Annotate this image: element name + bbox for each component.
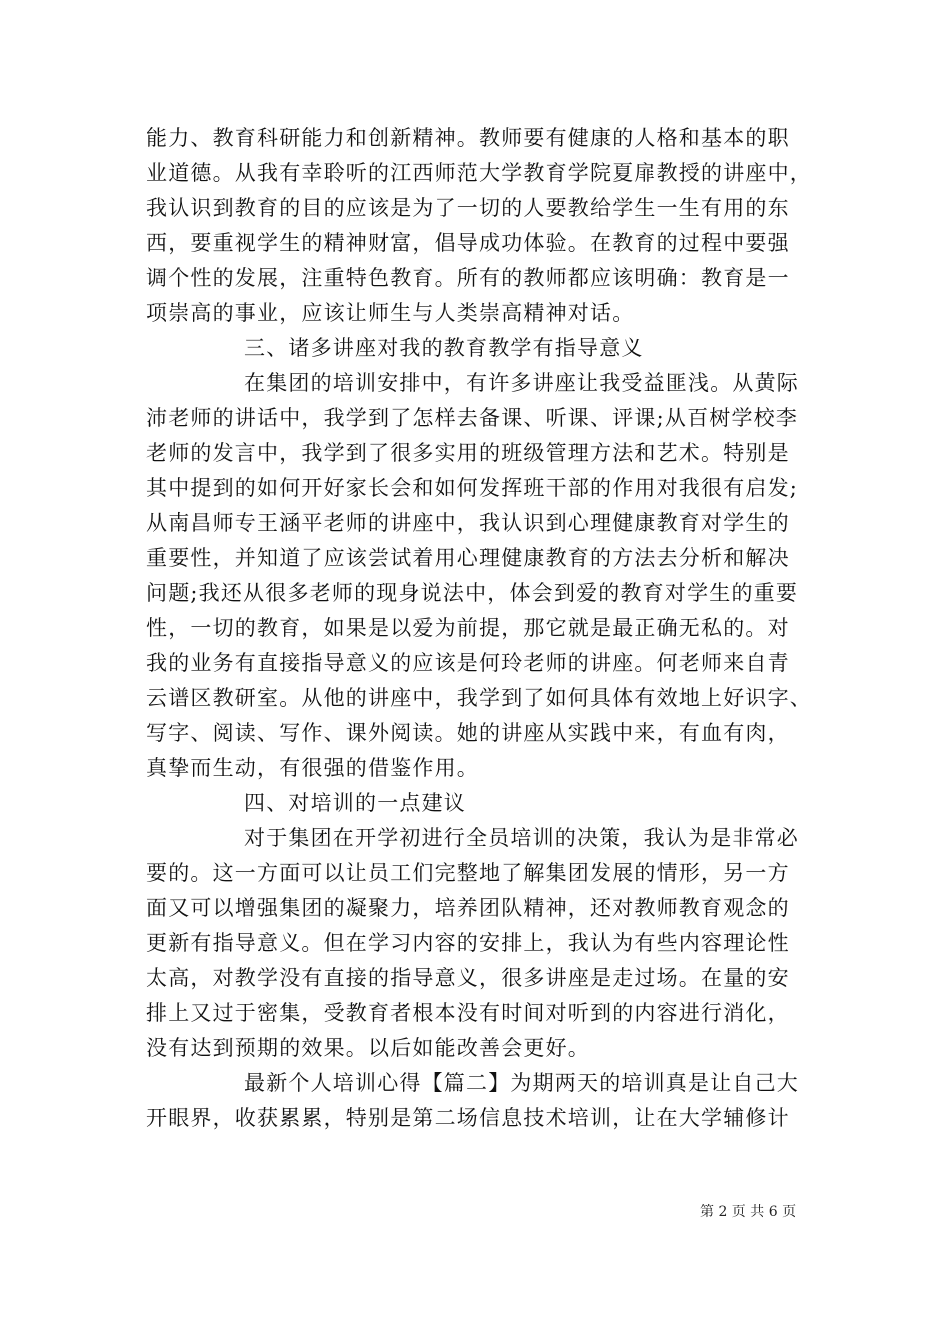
text-line: 问题;我还从很多老师的现身说法中，体会到爱的教育对学生的重要 <box>146 581 799 605</box>
text-line: 四、对培训的一点建议 <box>244 791 466 815</box>
text-line: 性，一切的教育，如果是以爱为前提，那它就是最正确无私的。对 <box>146 616 790 640</box>
text-line: 太高，对教学没有直接的指导意义，很多讲座是走过场。在量的安 <box>146 966 790 990</box>
text-line: 调个性的发展，注重特色教育。所有的教师都应该明确：教育是一 <box>146 266 790 290</box>
text-line: 其中提到的如何开好家长会和如何发挥班干部的作用对我很有启发; <box>146 476 799 500</box>
text-line: 在集团的培训安排中，有许多讲座让我受益匪浅。从黄际 <box>244 371 799 395</box>
text-line: 面又可以增强集团的凝聚力，培养团队精神，还对教师教育观念的 <box>146 896 790 920</box>
text-line: 老师的发言中，我学到了很多实用的班级管理方法和艺术。特别是 <box>146 441 790 465</box>
text-line: 业道德。从我有幸聆听的江西师范大学教育学院夏扉教授的讲座中， <box>146 161 812 185</box>
page-footer: 第 2 页 共 6 页 <box>700 1204 797 1220</box>
text-line: 更新有指导意义。但在学习内容的安排上，我认为有些内容理论性 <box>146 931 790 955</box>
text-line: 没有达到预期的效果。以后如能改善会更好。 <box>146 1036 590 1060</box>
text-line: 能力、教育科研能力和创新精神。教师要有健康的人格和基本的职 <box>146 126 790 150</box>
body-text <box>146 121 826 1136</box>
text-line: 沛老师的讲话中，我学到了怎样去备课、听课、评课;从百树学校李 <box>146 406 799 430</box>
text-line: 排上又过于密集，受教育者根本没有时间对听到的内容进行消化， <box>146 1001 790 1025</box>
text-line: 写字、阅读、写作、课外阅读。她的讲座从实践中来，有血有肉， <box>146 721 790 745</box>
text-line: 真挚而生动，有很强的借鉴作用。 <box>146 756 479 780</box>
text-line: 从南昌师专王涵平老师的讲座中，我认识到心理健康教育对学生的 <box>146 511 790 535</box>
text-line: 我认识到教育的目的应该是为了一切的人要教给学生一生有用的东 <box>146 196 790 220</box>
text-line: 项崇高的事业，应该让师生与人类崇高精神对话。 <box>146 301 635 325</box>
text-line: 开眼界，收获累累，特别是第二场信息技术培训，让在大学辅修计 <box>146 1106 790 1130</box>
text-line: 对于集团在开学初进行全员培训的决策，我认为是非常必 <box>244 826 799 850</box>
text-line: 西，要重视学生的精神财富，倡导成功体验。在教育的过程中要强 <box>146 231 790 255</box>
text-line: 要的。这一方面可以让员工们完整地了解集团发展的情形，另一方 <box>146 861 790 885</box>
text-line: 最新个人培训心得【篇二】为期两天的培训真是让自己大 <box>244 1071 799 1095</box>
text-line: 云谱区教研室。从他的讲座中，我学到了如何具体有效地上好识字、 <box>146 686 812 710</box>
text-line: 三、诸多讲座对我的教育教学有指导意义 <box>244 336 644 360</box>
text-line: 重要性，并知道了应该尝试着用心理健康教育的方法去分析和解决 <box>146 546 790 570</box>
text-line: 我的业务有直接指导意义的应该是何玲老师的讲座。何老师来自青 <box>146 651 790 675</box>
